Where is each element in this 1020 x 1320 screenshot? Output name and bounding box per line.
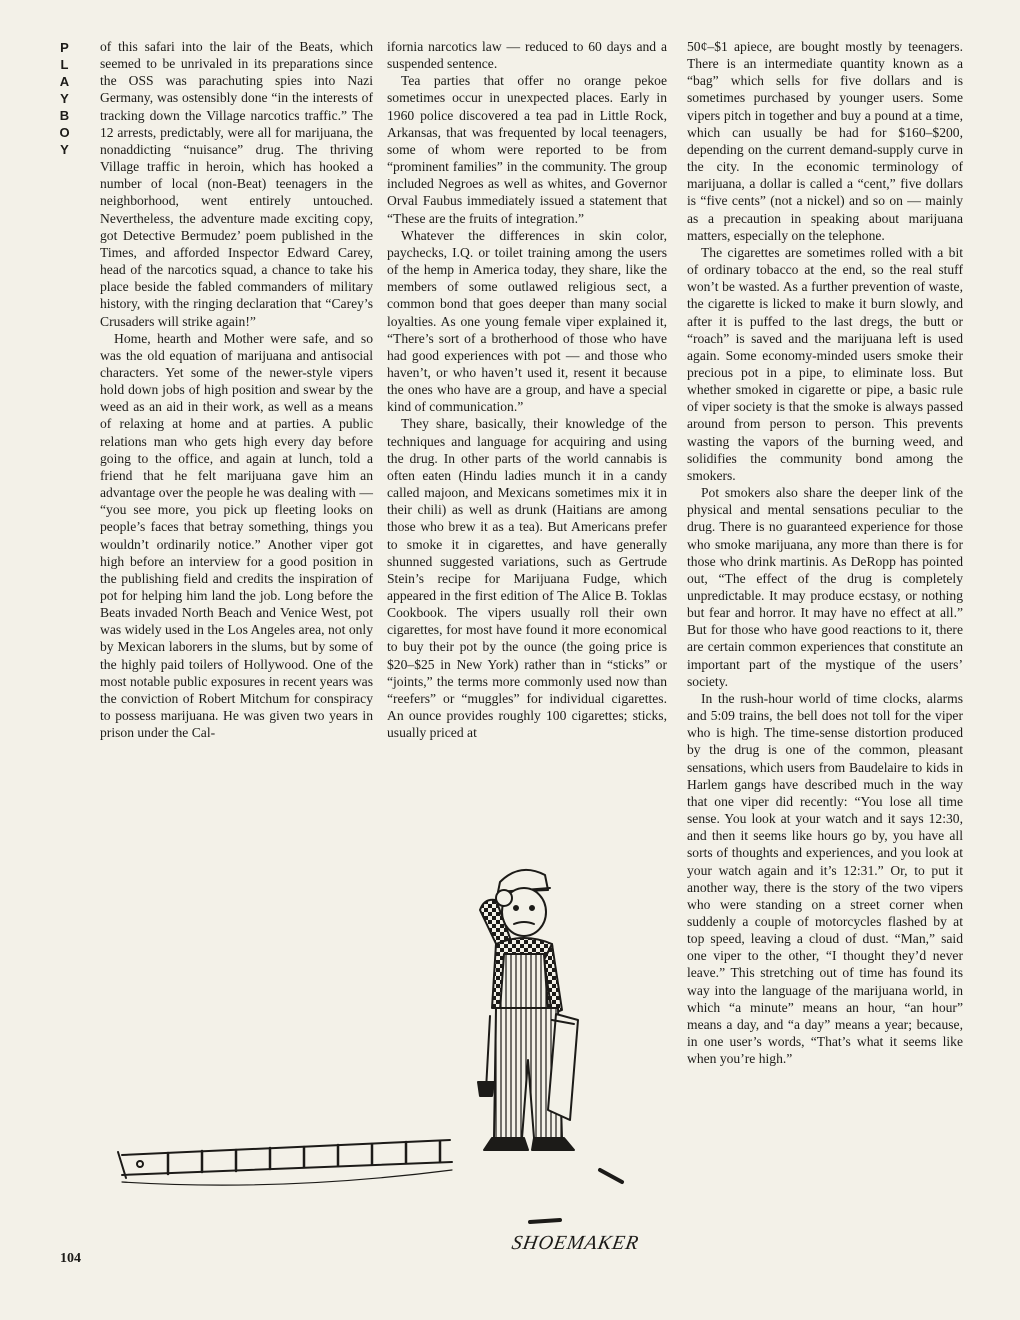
masthead-letter: Y <box>60 91 70 106</box>
paragraph: Home, hearth and Mother were safe, and so was the old equation of marijuana and antisocial characters. Yet some of the newer-style vipers hold down jobs of high position and swear by the weed as an aid in their work, as well as a means of relaxing at home and at parties. A public relations man who gets high every day before going to the office, and again at lunch, told a friend that he felt marijuana gave him an advantage over the people he was dealing with — “you see more, you pick up fleeting looks on people’s faces that betray something, things you wouldn’t ordinarily notice.” Another viper got high before an interview for a good position in the publishing field and credits the inspiration of pot for helping him land the job. Long before the Beats invaded North Beach and Venice West, pot was widely used in the Los Angeles area, not only by Mexican laborers in the slums, but by some of the highly paid toilers of Hollywood. One of the most notable public exposures in recent years was the conviction of Robert Mitchum for conspiracy to possess marijuana. He was given two years in prison under the Cal- <box>100 330 373 741</box>
paragraph: Pot smokers also share the deeper link of the physical and mental sensations peculiar to the drug. There is no guaranteed experience for those who smoke marijuana, any more than there is for those who drink martinis. As DeRopp has pointed out, “The effect of the drug is completely unpredictable. It may produce ecstasy, or nothing but fear and horror. It may have no effect at all.” But for those who have good reactions to it, there are certain common experiences that constitute an important part of the mystique of the users’ society. <box>687 485 963 689</box>
paragraph: The cigarettes are sometimes rolled with a bit of ordinary tobacco at the end, so the real stuff won’t be wasted. As a further prevention of waste, the cigarette is licked to make it burn slowly, and after it is puffed to the last dregs, the butt or “roach” is saved and the marijuana left is used again. Some economy-minded users smoke their precious pot in a pipe, to eliminate loss. But whether smoked in cigarette or pipe, a basic rule of viper society is that the smoke is always passed around from person to person. This prevents wasting the vapors of the burning weed, and solidifies the community bond among the smokers. <box>687 244 963 483</box>
cartoon-illustration <box>100 820 680 1280</box>
masthead-letter: A <box>59 74 71 89</box>
text-column-2 <box>387 38 667 741</box>
paragraph: Whatever the differences in skin color, paychecks, I.Q. or toilet training among the users of the hemp in America today, they share, like the members of some outlawed religious sect, a common bond that goes deeper than many social loyalties. As one young female viper explained it, “There’s sort of a brotherhood of those who have had good experiences with pot — and those who haven’t, or who haven’t used it, resent it because the ones who have are a group, and have a special kind of communication.” <box>387 227 667 415</box>
masthead-letter: O <box>59 125 71 140</box>
paragraph: of this safari into the lair of the Beats, which seemed to be unrivaled in its preparations since the OSS was parachuting spies into Nazi Germany, was ostensibly done “in the interests of tracking down the Village narcotics traffic.” The 12 arrests, predictably, were all for marijuana, the nonaddicting “nuisance” drug. The thriving Village traffic in heroin, which has hooked a number of local (non-Beat) teenagers in the neighborhood, went entirely untouched. Nevertheless, the adventure made exciting copy, got Detective Bermudez’ poem published in the Times, and afforded Inspector Edward Carey, head of the narcotics squad, a chance to take his place beside the fabled commanders of military history, with the ringing declaration that “Carey’s Crusaders will strike again!” <box>100 39 373 329</box>
paragraph: 50¢–$1 apiece, are bought mostly by teenagers. There is an intermediate quantity known as a “bag” which sells for five dollars and is sometimes purchased by younger users. Some vipers pitch in together and buy a pound at a time, which can usually be had for $160–$200, depending on the current demand-supply curve in the city. In the economic terminology of marijuana, a dollar is called a “cent,” five dollars is “five cents” (not a nickel) and so on — mainly as a precaution in speaking about marijuana matters, especially on the telephone. <box>687 39 963 243</box>
text-column-3 <box>687 38 963 1067</box>
paragraph: Tea parties that offer no orange pekoe sometimes occur in unexpected places. Early in 1960 police discovered a tea pad in Little Rock, Arkansas, that was frequented by local teenagers, some of whom were reported to be from “prominent families” in the community. The group included Negroes as well as whites, and Governor Orval Faubus immediately issued a statement that “These are the fruits of integration.” <box>387 73 667 226</box>
masthead-letter: Y <box>60 142 70 157</box>
paragraph: ifornia narcotics law — reduced to 60 days and a suspended sentence. <box>387 39 667 72</box>
artist-signature: SHOEMAKER <box>510 1232 641 1254</box>
masthead-vertical <box>50 40 80 159</box>
text-column-1 <box>100 38 373 741</box>
paragraph: In the rush-hour world of time clocks, alarms and 5:09 trains, the bell does not toll for the viper who is high. The time-sense distortion produced by the drug is one of the common, pleasant sensations, which users from Baudelaire to kids in Harlem gangs have described much in the way that one viper did recently: “You lose all time sense. You look at your watch and it says 12:30, and then it seems like hours go by, you have all sorts of thoughts and experiences, and you look at your watch again and it’s 12:31.” Or, to put it another way, there is the story of the two vipers who were standing on a street corner when suddenly a couple of motorcycles flashed by at top speed, leaving a cloud of dust. “Man,” said one viper to the other, “I thought they’d never leave.” This stretching out of time has found its way into the language of the marijuana world, in which “a minute” means an hour, “an hour” means a day, and “a day” means a year; because, in one user’s words, “That’s what it seems like when you’re high.” <box>687 690 963 1067</box>
page-number: 104 <box>60 1251 81 1266</box>
masthead-letter: P <box>60 40 70 55</box>
masthead-letter: B <box>59 108 71 123</box>
paragraph: They share, basically, their knowledge of the techniques and language for acquiring and using the drug. In other parts of the world cannabis is often eaten (Hindu ladies munch it in a candy called majoon, and Mexicans sometimes mix it in their chili) as well as drunk (Haitians are among those who brew it as a tea). But Americans prefer to smoke it in cigarettes, and have generally shunned suggested variations, such as Gertrude Stein’s recipe for Marijuana Fudge, which appeared in the first edition of The Alice B. Toklas Cookbook. The vipers usually roll their own cigarettes, for most have found it more economical to buy their pot by the ounce (the going price is $20–$25 in New York) rather than in “sticks” or “joints,” the terms more commonly used now than “reefers” or “muggles” for individual cigarettes. An ounce provides roughly 100 cigarettes; sticks, usually priced at <box>387 416 667 741</box>
masthead-letter: L <box>60 57 70 72</box>
